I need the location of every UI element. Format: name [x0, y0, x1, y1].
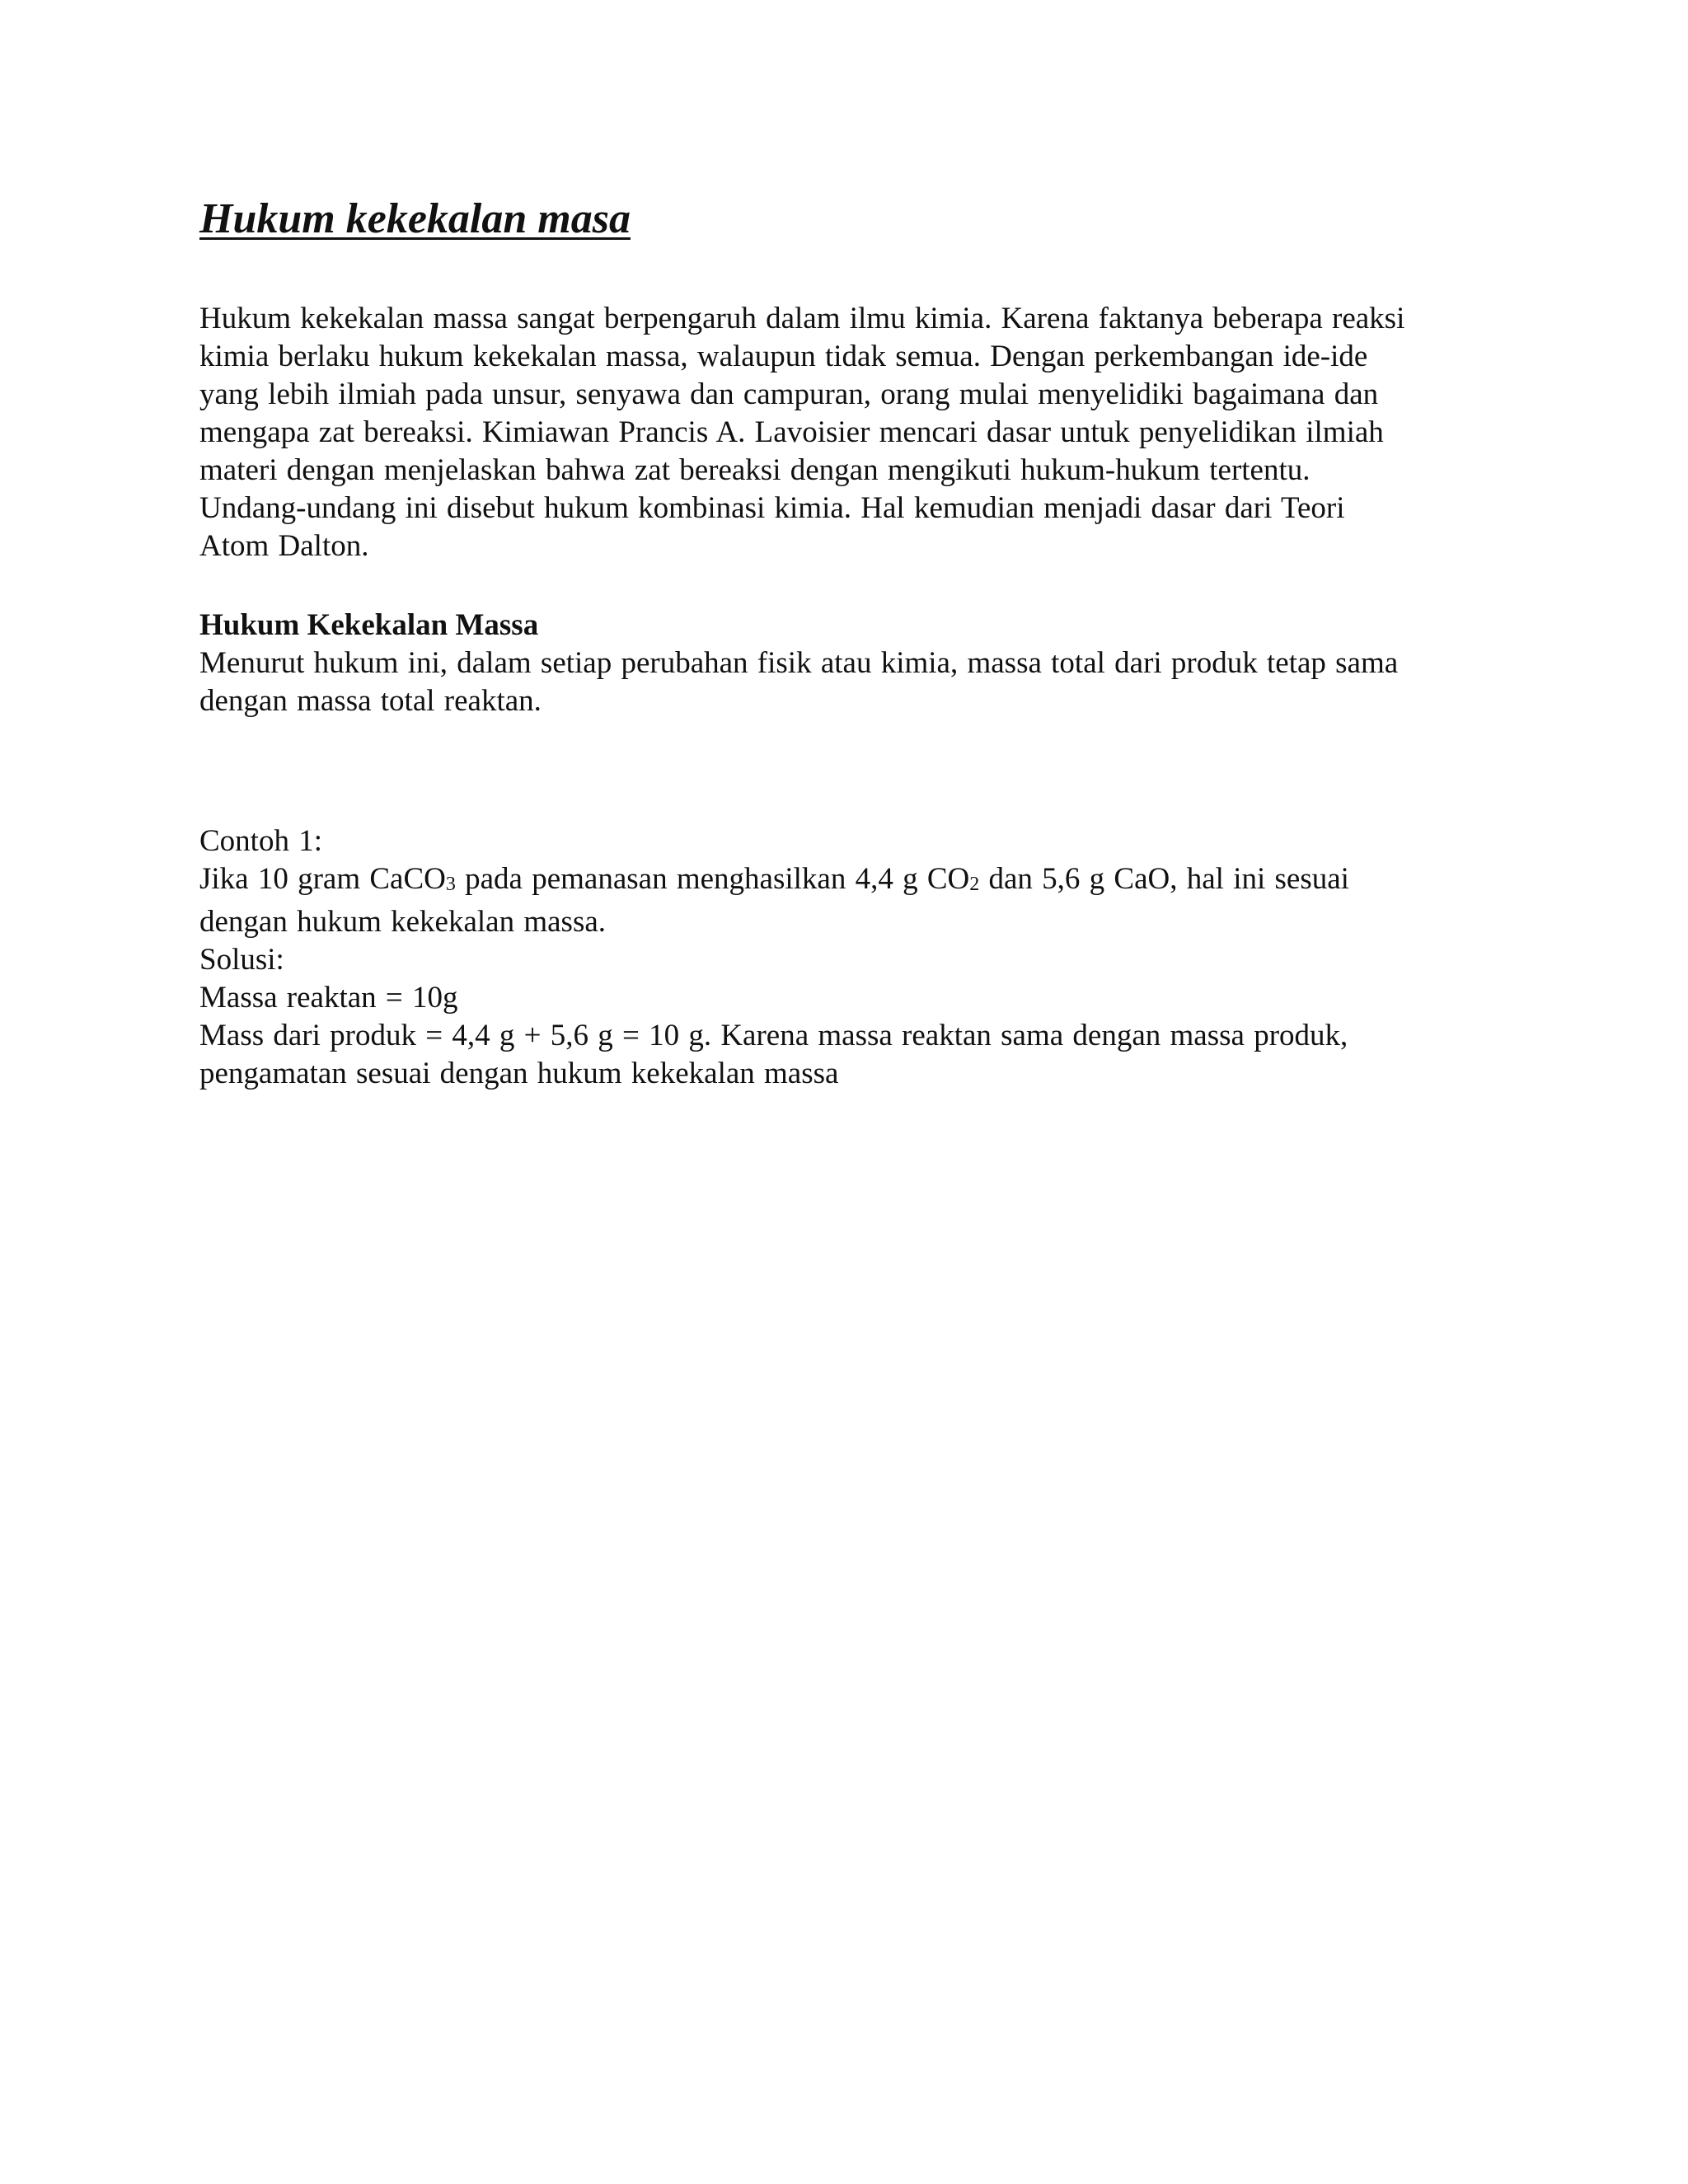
document-title: Hukum kekekalan masa [199, 195, 631, 242]
intro-line: Hukum kekekalan massa sangat berpengaruh dalam ilmu kimia. Karena faktanya beberapa reaksi [199, 302, 1405, 335]
subscript: 2 [969, 874, 980, 895]
intro-line: materi dengan menjelaskan bahwa zat bereaksi dengan mengikuti hukum-hukum tertentu. [199, 453, 1311, 487]
solution-label: Solusi: [199, 943, 284, 977]
intro-paragraph [199, 300, 1485, 565]
solution-line: pengamatan sesuai dengan hukum kekekalan massa [199, 1057, 839, 1090]
intro-line: Atom Dalton. [199, 529, 369, 563]
problem-text: pada pemanasan menghasilkan 4,4 g CO [455, 862, 970, 896]
intro-line: Undang-undang ini disebut hukum kombinasi kimia. Hal kemudian menjadi dasar dari Teori [199, 491, 1345, 525]
intro-line: mengapa zat bereaksi. Kimiawan Prancis A. Lavoisier mencari dasar untuk penyelidikan ilmiah [199, 415, 1384, 449]
problem-text: dan 5,6 g CaO, hal ini sesuai [979, 862, 1349, 896]
intro-line: kimia berlaku hukum kekekalan massa, walaupun tidak semua. Dengan perkembangan ide-ide [199, 340, 1368, 373]
intro-line: yang lebih ilmiah pada unsur, senyawa dan campuran, orang mulai menyelidiki bagaimana dan [199, 377, 1379, 411]
solution-line: Mass dari produk = 4,4 g + 5,6 g = 10 g. Karena massa reaktan sama dengan massa produk, [199, 1019, 1348, 1052]
solution-line: Massa reaktan = 10g [199, 981, 458, 1015]
example-label: Contoh 1: [199, 824, 322, 858]
section-body [199, 644, 1518, 720]
document-content [199, 194, 1518, 1093]
subscript: 3 [445, 874, 456, 895]
problem-text: Jika 10 gram CaCO [199, 862, 446, 896]
example-problem-line [199, 860, 1518, 903]
section-body-line: Menurut hukum ini, dalam setiap perubahan fisik atau kimia, massa total dari produk tetap sama [199, 646, 1399, 680]
section-heading: Hukum Kekekalan Massa [199, 608, 539, 642]
example-block [199, 823, 1518, 1093]
section-body-line: dengan massa total reaktan. [199, 684, 542, 718]
example-problem-line: dengan hukum kekekalan massa. [199, 905, 607, 939]
